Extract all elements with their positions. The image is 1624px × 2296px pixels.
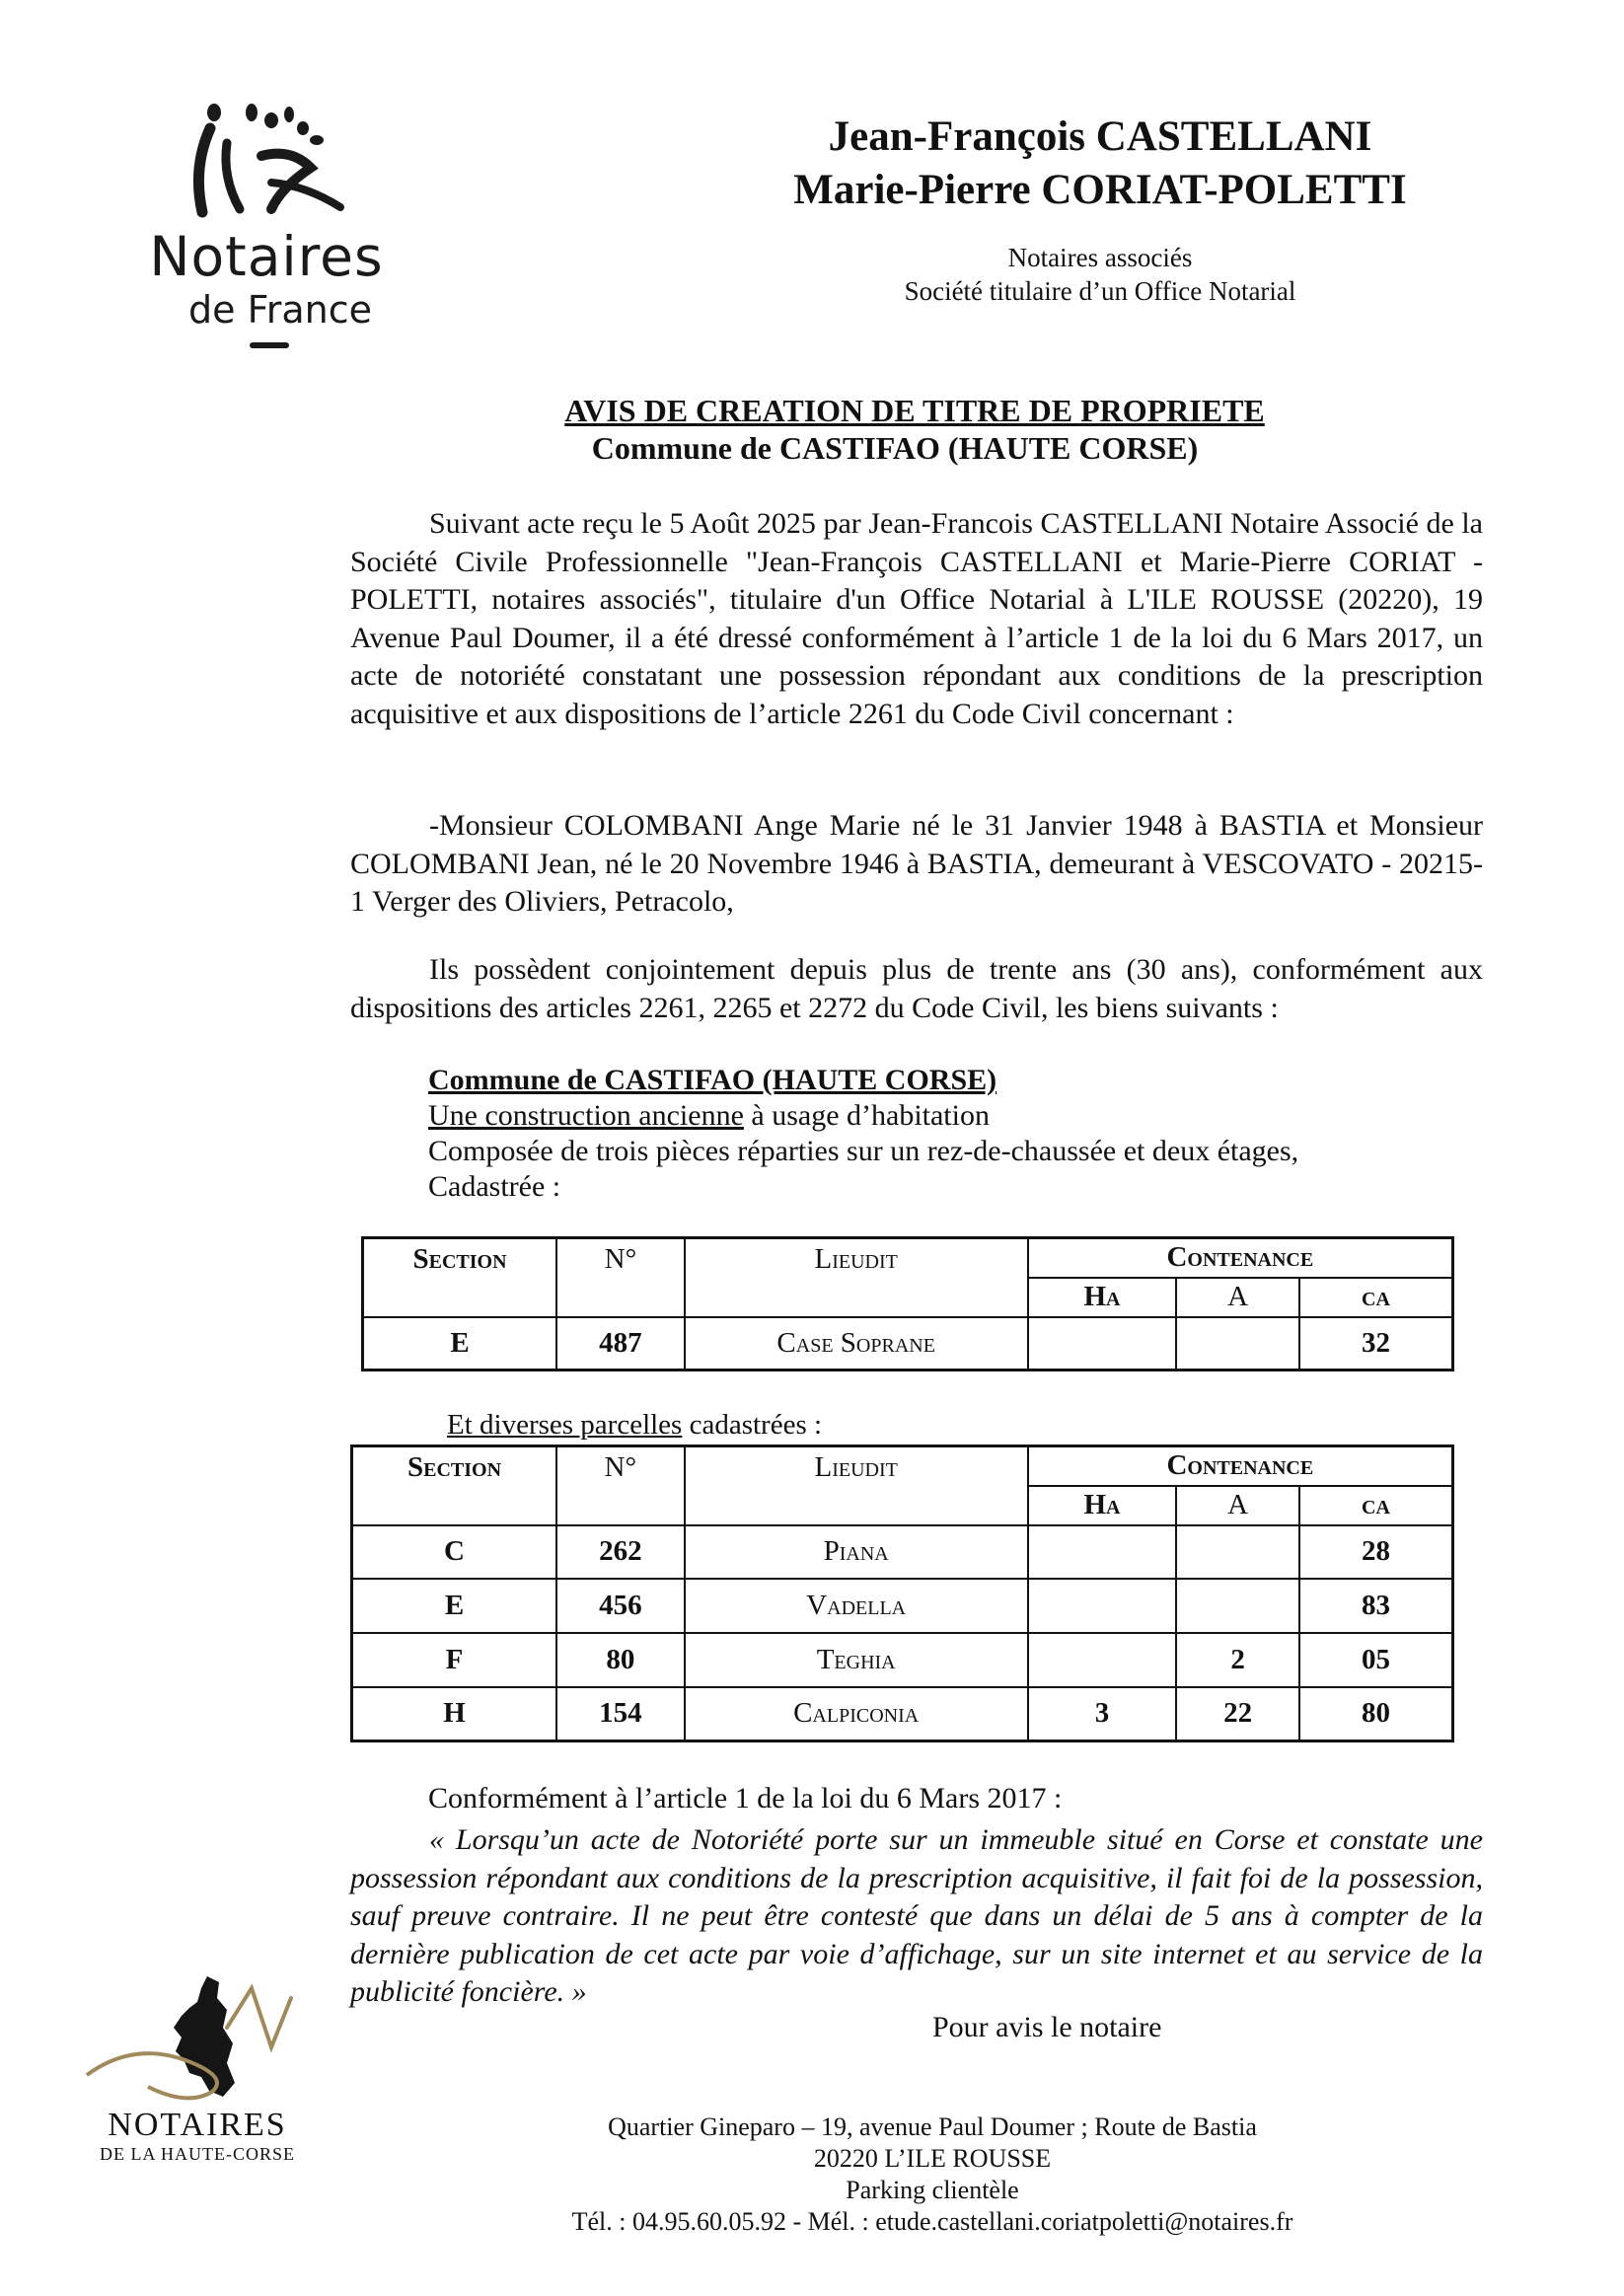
property-description bbox=[428, 1063, 1415, 1205]
cell-ha bbox=[1028, 1317, 1177, 1370]
table-row bbox=[352, 1633, 1453, 1687]
header-ha: Ha bbox=[1028, 1278, 1177, 1317]
notary-names bbox=[691, 111, 1510, 217]
law-reference: Conformément à l’article 1 de la loi du 6 Mars 2017 : bbox=[428, 1782, 1063, 1815]
header-ca: ca bbox=[1299, 1278, 1453, 1317]
cell-number: 154 bbox=[556, 1687, 685, 1741]
header-lieudit: Lieudit bbox=[685, 1238, 1028, 1317]
cell-ca: 28 bbox=[1299, 1525, 1453, 1579]
title-line-2: Commune de CASTIFAO (HAUTE CORSE) bbox=[591, 430, 1199, 466]
cadastre-table-1 bbox=[361, 1236, 1454, 1371]
cell-section: H bbox=[352, 1687, 557, 1741]
cell-a: 22 bbox=[1176, 1687, 1299, 1741]
law-quote: « Lorsqu’un acte de Notoriété porte sur un immeuble situé en Corse et constate une possession répondant aux conditions de la prescription acquisitive, il fait foi de la possession, sauf preuve contraire. Il ne peut être contesté que dans un délai de 5 ans à compter de la dernière publication de cet acte par voie d’affichage, sur un site internet et au service de la publicité foncière. » bbox=[350, 1823, 1483, 2008]
cell-lieudit: Vadella bbox=[685, 1579, 1028, 1633]
notary-role: Notaires associés bbox=[1007, 243, 1193, 272]
notaires-haute-corse-logo bbox=[79, 1968, 316, 2166]
cell-number: 80 bbox=[556, 1633, 685, 1687]
notary-subtitle bbox=[691, 241, 1510, 308]
notary-name-1: Jean-François CASTELLANI bbox=[828, 113, 1372, 160]
address-line-1: Quartier Gineparo – 19, avenue Paul Doumer ; Route de Bastia bbox=[608, 2112, 1257, 2141]
cell-lieudit: Teghia bbox=[685, 1633, 1028, 1687]
table-row bbox=[352, 1579, 1453, 1633]
haute-corse-wordmark: NOTAIRES bbox=[108, 2107, 287, 2143]
cell-section: E bbox=[352, 1579, 557, 1633]
cadastre-table-2 bbox=[350, 1444, 1454, 1742]
cell-lieudit: Piana bbox=[685, 1525, 1028, 1579]
notaires-de-france-logo bbox=[123, 99, 409, 360]
title-line-1: AVIS DE CREATION DE TITRE DE PROPRIETE bbox=[564, 393, 1265, 428]
notice-title bbox=[347, 392, 1482, 467]
header-number: N° bbox=[556, 1238, 685, 1317]
composition-line: Composée de trois pièces réparties sur un rez-de-chaussée et deux étages, bbox=[428, 1135, 1299, 1167]
cell-number: 262 bbox=[556, 1525, 685, 1579]
table-row bbox=[363, 1317, 1453, 1370]
construction-line bbox=[428, 1098, 1415, 1134]
notaires-emblem-icon bbox=[123, 99, 409, 227]
paragraph-act: Suivant acte reçu le 5 Août 2025 par Jean-Francois CASTELLANI Notaire Associé de la Société Civile Professionnelle "Jean-François CASTELLANI et Marie-Pierre CORIAT - POLETTI, notaires associés", titulaire d'un Office Notarial à L'ILE ROUSSE (20220), 19 Avenue Paul Doumer, il a été dressé conformément à l’article 1 de la loi du 6 Mars 2017, un acte de notoriété constatant une possession répondant aux conditions de la prescription acquisitive et aux dispositions de l’article 2261 du Code Civil concernant : bbox=[350, 507, 1483, 730]
cell-a bbox=[1176, 1317, 1299, 1370]
header-a: A bbox=[1176, 1486, 1299, 1525]
header-ha: Ha bbox=[1028, 1486, 1177, 1525]
cell-number: 456 bbox=[556, 1579, 685, 1633]
cell-a bbox=[1176, 1579, 1299, 1633]
cell-a: 2 bbox=[1176, 1633, 1299, 1687]
cell-ha: 3 bbox=[1028, 1687, 1177, 1741]
cell-ha bbox=[1028, 1525, 1177, 1579]
cell-lieudit: Calpiconia bbox=[685, 1687, 1028, 1741]
signature-line: Pour avis le notaire bbox=[932, 2011, 1162, 2043]
logo-subtitle: de France bbox=[188, 288, 372, 332]
notary-office: Société titulaire d’un Office Notarial bbox=[904, 276, 1296, 306]
paragraph-possession: Ils possèdent conjointement depuis plus de trente ans (30 ans), conformément aux dispositions des articles 2261, 2265 et 2272 du Code Civil, les biens suivants : bbox=[350, 953, 1483, 1024]
header-contenance: Contenance bbox=[1028, 1238, 1453, 1278]
haute-corse-subtitle: DE LA HAUTE-CORSE bbox=[100, 2144, 295, 2164]
header-ca: ca bbox=[1299, 1486, 1453, 1525]
cell-ca: 32 bbox=[1299, 1317, 1453, 1370]
cell-ca: 05 bbox=[1299, 1633, 1453, 1687]
commune-heading: Commune de CASTIFAO (HAUTE CORSE) bbox=[428, 1064, 997, 1096]
cell-ca: 83 bbox=[1299, 1579, 1453, 1633]
cell-ha bbox=[1028, 1579, 1177, 1633]
cell-a bbox=[1176, 1525, 1299, 1579]
address-line-2: 20220 L’ILE ROUSSE bbox=[813, 2144, 1052, 2173]
header-section: Section bbox=[363, 1238, 557, 1317]
cell-ca: 80 bbox=[1299, 1687, 1453, 1741]
logo-wordmark: Notaires bbox=[149, 225, 384, 288]
construction-underlined: Une construction ancienne bbox=[428, 1099, 744, 1132]
table-row bbox=[352, 1525, 1453, 1579]
corsica-map-icon bbox=[79, 1968, 316, 2107]
cell-section: C bbox=[352, 1525, 557, 1579]
cell-section: E bbox=[363, 1317, 557, 1370]
office-address bbox=[513, 2111, 1352, 2238]
notary-name-2: Marie-Pierre CORIAT-POLETTI bbox=[793, 167, 1407, 213]
cell-section: F bbox=[352, 1633, 557, 1687]
parcels-underlined: Et diverses parcelles bbox=[447, 1409, 683, 1441]
header-a: A bbox=[1176, 1278, 1299, 1317]
header-number: N° bbox=[556, 1446, 685, 1525]
logo-dash bbox=[250, 342, 289, 348]
construction-rest: à usage d’habitation bbox=[743, 1099, 990, 1132]
paragraph-owners: -Monsieur COLOMBANI Ange Marie né le 31 Janvier 1948 à BASTIA et Monsieur COLOMBANI Jean, né le 20 Novembre 1946 à BASTIA, demeurant à VESCOVATO - 20215- 1 Verger des Oliviers, Petracolo, bbox=[350, 809, 1483, 918]
cell-lieudit: Case Soprane bbox=[685, 1317, 1028, 1370]
header-contenance: Contenance bbox=[1028, 1446, 1453, 1486]
contact-line: Tél. : 04.95.60.05.92 - Mél. : etude.castellani.coriatpoletti@notaires.fr bbox=[571, 2207, 1293, 2236]
parking-line: Parking clientèle bbox=[846, 2176, 1019, 2204]
header-lieudit: Lieudit bbox=[685, 1446, 1028, 1525]
parcels-rest: cadastrées : bbox=[682, 1409, 823, 1441]
cadastree-line: Cadastrée : bbox=[428, 1170, 561, 1203]
parcels-subheading bbox=[447, 1409, 822, 1442]
cell-ha bbox=[1028, 1633, 1177, 1687]
cell-number: 487 bbox=[556, 1317, 685, 1370]
header-section: Section bbox=[352, 1446, 557, 1525]
table-row bbox=[352, 1687, 1453, 1741]
